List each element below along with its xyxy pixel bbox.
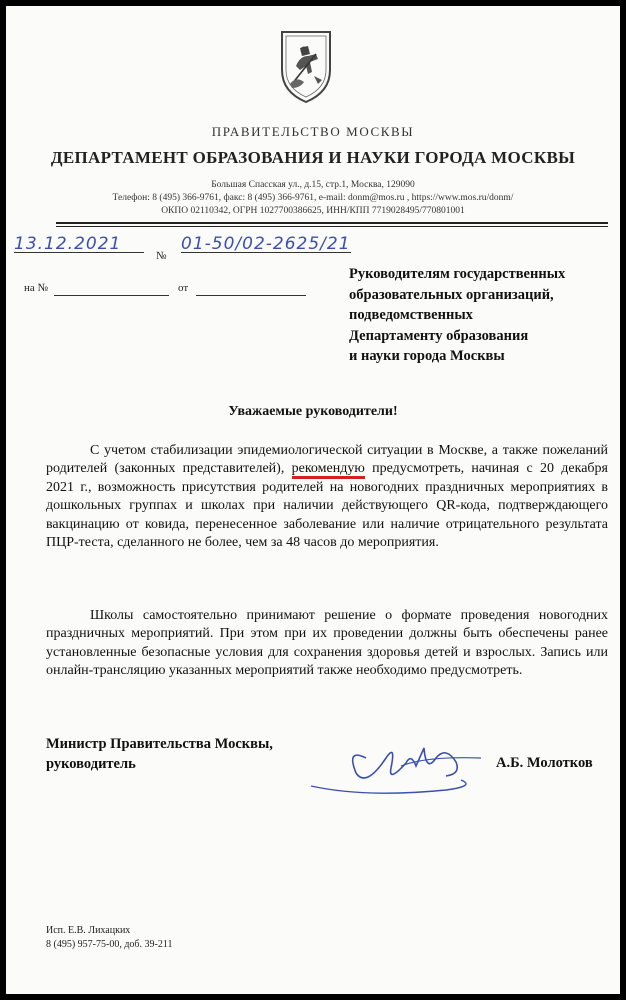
moscow-coat-of-arms-icon — [278, 26, 334, 106]
highlighted-word: рекомендую — [292, 461, 365, 479]
executor-name: Исп. Е.В. Лихацких — [46, 925, 131, 936]
addressee-line: подведомственных — [349, 307, 473, 323]
signer-name: А.Б. Молотков — [496, 755, 593, 771]
signer-title-line: руководитель — [46, 756, 136, 772]
department-address: Большая Спасская ул., д.15, стр.1, Москва, 129090 — [211, 180, 415, 190]
registration-date — [14, 234, 144, 253]
addressee-line: Руководителям государственных — [349, 266, 566, 282]
executor-info — [46, 924, 172, 952]
header-divider — [56, 222, 608, 224]
letter-page — [6, 6, 620, 994]
reference-number-label: на № — [24, 282, 49, 294]
signer-title — [46, 734, 273, 774]
paragraph-text: предусмотреть, начиная с 20 декабря 2021 г., возможность присутствия родителей на новогодних праздничных мероприятиях в дошкольных группах и школах при наличии действующего QR-кода, подтверждающего вакцинацию от ковида, перенесенное заболевание или наличие отрицательного результата ПЦР-теста, сделанного не более, чем за 48 часов до мероприятия. — [46, 461, 608, 551]
reference-number-field — [54, 295, 169, 296]
addressee-line: образовательных организаций, — [349, 286, 554, 303]
reference-from-label: от — [178, 282, 189, 294]
department-title: ДЕПАРТАМЕНТ ОБРАЗОВАНИЯ И НАУКИ ГОРОДА МОСКВЫ — [50, 148, 576, 167]
registration-number — [181, 234, 351, 253]
government-title: ПРАВИТЕЛЬСТВО МОСКВЫ — [211, 124, 415, 139]
department-registry: ОКПО 02110342, ОГРН 1027700386625, ИНН/КПП 7719028495/770801001 — [161, 206, 465, 216]
addressee-line: и науки города Москвы — [349, 348, 505, 364]
reference-date-field — [196, 295, 306, 296]
handwritten-number: 01-50/02-2625/21 — [181, 234, 351, 254]
paragraph-text: С учетом стабилизации эпидемиологической ситуации в Москве, а также пожеланий родителей (законных представителей), — [46, 443, 608, 477]
handwritten-signature — [306, 728, 506, 808]
handwritten-date: 13.12.2021 — [14, 234, 122, 254]
addressee-block — [349, 264, 614, 367]
department-contacts: Телефон: 8 (495) 366-9761, факс: 8 (495) 366-9761, e-mail: donm@mos.ru , https://www.mos.ru/donm/ — [112, 193, 514, 203]
addressee-line: Департаменту образования — [349, 327, 529, 344]
signer-title-line: Министр Правительства Москвы, — [46, 736, 273, 752]
registration-number-label: № — [156, 250, 167, 262]
body-paragraph-1 — [46, 442, 608, 552]
body-paragraph-2 — [46, 607, 608, 681]
header-divider-thin — [56, 226, 608, 227]
executor-phone: 8 (495) 957-75-00, доб. 39-211 — [46, 939, 173, 950]
paragraph-text: Школы самостоятельно принимают решение о формате проведения новогодних праздничных мероприятий. При этом при их проведении должны быть обеспечены ранее установленные безопасные условия для сохранения здоровья детей и взрослых. Запись или онлайн-трансляцию указанных мероприятий также необходимо предусмотреть. — [46, 608, 608, 679]
greeting: Уважаемые руководители! — [228, 404, 398, 419]
